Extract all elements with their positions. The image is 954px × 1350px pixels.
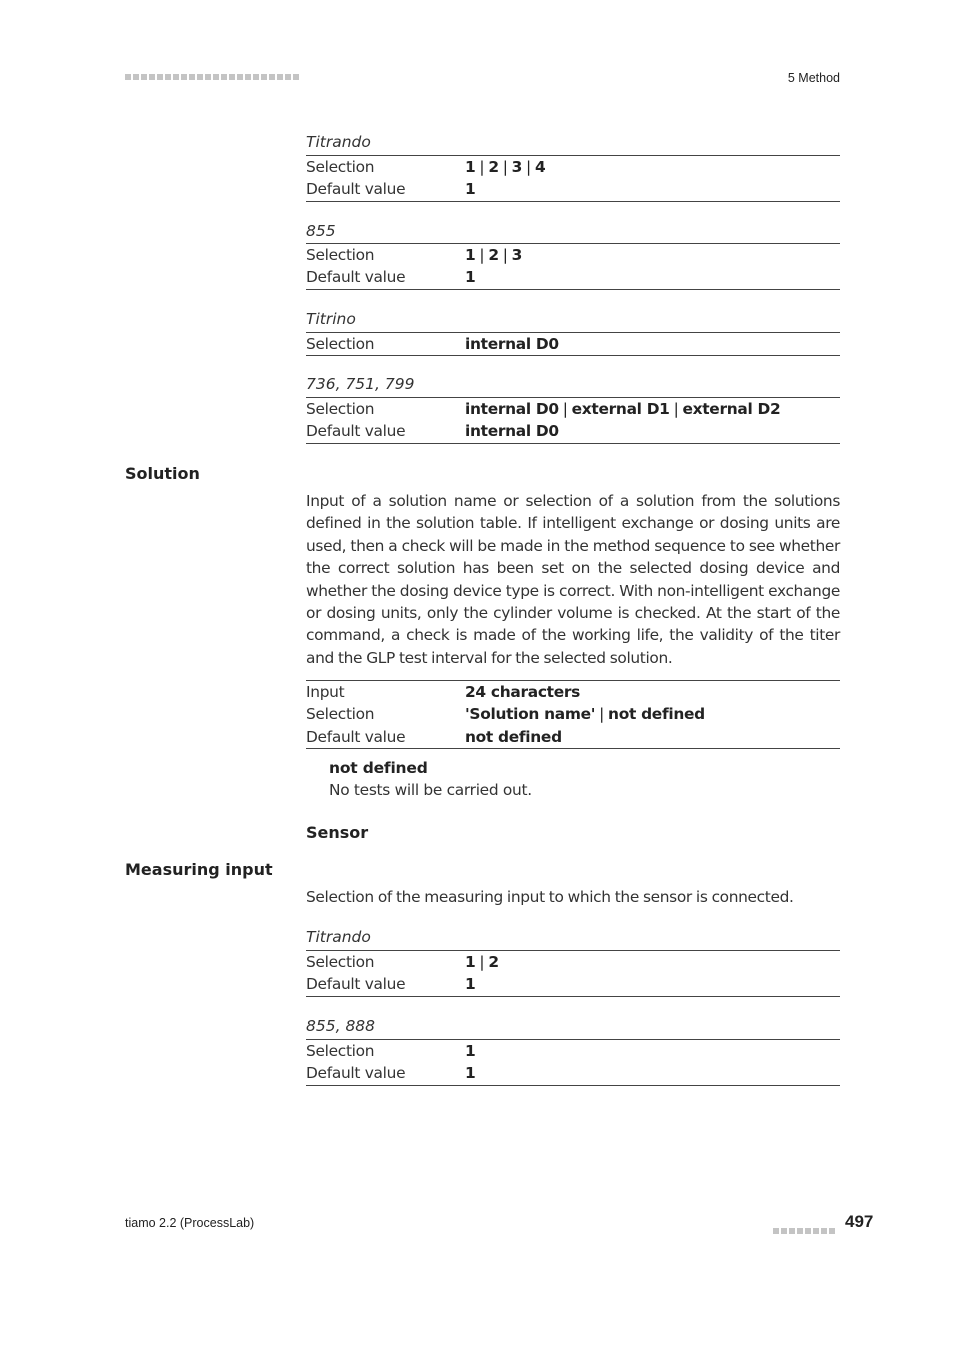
param-value: 1 — [465, 1042, 476, 1061]
table-title: 855 — [306, 222, 336, 240]
param-label: Default value — [306, 180, 406, 199]
table-row — [306, 1040, 840, 1062]
param-value: 3 — [511, 158, 523, 177]
value-separator: | — [562, 400, 568, 419]
param-value: 'Solution name' — [465, 705, 596, 724]
table-736-751-799 — [306, 397, 840, 444]
table-row — [306, 244, 840, 266]
table-mi-titrando — [306, 950, 840, 997]
footer-product: tiamo 2.2 (ProcessLab) — [125, 1216, 255, 1230]
table-title: Titrino — [306, 310, 356, 328]
value-separator: | — [673, 400, 679, 419]
sensor-heading: Sensor — [306, 823, 369, 842]
param-label: Default value — [306, 268, 406, 287]
measuring-input-heading: Measuring input — [125, 860, 273, 879]
param-values — [465, 335, 559, 353]
value-separator: | — [526, 158, 531, 177]
param-label: Default value — [306, 422, 406, 441]
param-label: Selection — [306, 705, 375, 724]
value-separator: | — [479, 246, 485, 265]
solution-description: Input of a solution name or selection of a solution from the solutions defined in the solution table. If intelligent exchange or dosing units are used, then a check will be made in the method sequence to see whether the correct solution has been set on the selected dosing device and whether the dosing device type is correct. With non-intelligent exchange or dosing units, only the cylinder volume is checked. At the start of the command, a check is made of the working life, the validity of the titer and the GLP test interval for the selected solution. — [306, 492, 840, 667]
footer-decoration — [773, 1219, 837, 1238]
param-label: Selection — [306, 335, 375, 354]
param-values — [465, 158, 545, 176]
value-separator: | — [502, 246, 508, 265]
value-separator: | — [479, 158, 485, 177]
param-values — [465, 268, 475, 286]
param-value: 1 — [465, 268, 476, 287]
table-title: Titrando — [306, 133, 371, 151]
param-value: 2 — [488, 158, 499, 177]
table-row — [306, 681, 840, 703]
param-value: 1 — [465, 975, 476, 994]
param-label: Default value — [306, 1064, 406, 1083]
param-value: not defined — [465, 727, 562, 746]
param-values — [465, 180, 475, 198]
param-value: internal D0 — [465, 422, 559, 441]
param-label: Selection — [306, 1042, 375, 1061]
value-separator: | — [479, 953, 485, 972]
param-label: Selection — [306, 953, 375, 972]
table-title: 736, 751, 799 — [306, 375, 415, 393]
table-mi-855-888 — [306, 1039, 840, 1086]
option-title: not defined — [329, 759, 428, 777]
param-value: external D1 — [571, 400, 670, 419]
param-values — [465, 246, 522, 264]
solution-table — [306, 680, 840, 749]
table-row — [306, 703, 840, 725]
param-value: 1 — [465, 158, 476, 177]
param-values — [465, 705, 705, 723]
param-label: Selection — [306, 158, 375, 177]
table-titrino — [306, 332, 840, 356]
param-label: Default value — [306, 727, 406, 746]
param-values — [465, 1042, 475, 1060]
param-value: 3 — [511, 246, 523, 265]
param-value: 1 — [465, 1064, 476, 1083]
measuring-input-description: Selection of the measuring input to which the sensor is connected. — [306, 888, 794, 906]
table-row — [306, 398, 840, 420]
param-label: Selection — [306, 400, 375, 419]
table-855 — [306, 243, 840, 290]
table-row — [306, 1062, 840, 1084]
table-row — [306, 951, 840, 973]
param-value: 2 — [488, 246, 499, 265]
header-section-title: 5 Method — [787, 71, 840, 85]
param-values — [465, 400, 780, 418]
table-row — [306, 156, 840, 178]
param-value: internal D0 — [465, 335, 559, 354]
value-separator: | — [599, 705, 605, 724]
param-values — [465, 728, 562, 746]
table-title: 855, 888 — [306, 1017, 376, 1035]
param-value: 1 — [465, 246, 476, 265]
param-values — [465, 975, 475, 993]
param-value: 24 characters — [465, 683, 580, 702]
param-values — [465, 683, 580, 701]
table-row — [306, 266, 840, 288]
param-value: not defined — [608, 705, 705, 724]
table-row — [306, 973, 840, 995]
table-row — [306, 333, 840, 355]
value-separator: | — [502, 158, 508, 177]
header-decoration — [125, 72, 301, 83]
option-text: No tests will be carried out. — [329, 781, 532, 799]
param-label: Input — [306, 683, 345, 702]
table-titrando — [306, 155, 840, 202]
page-number: 497 — [845, 1212, 874, 1231]
param-value: 1 — [465, 180, 476, 199]
param-label: Default value — [306, 975, 406, 994]
param-label: Selection — [306, 246, 375, 265]
solution-heading: Solution — [125, 464, 200, 483]
param-value: 2 — [488, 953, 499, 972]
table-row — [306, 420, 840, 442]
param-value: internal D0 — [465, 400, 559, 419]
param-value: 1 — [465, 953, 476, 972]
param-value: external D2 — [682, 400, 781, 419]
param-values — [465, 422, 559, 440]
param-values — [465, 953, 499, 971]
table-title: Titrando — [306, 928, 371, 946]
table-row — [306, 726, 840, 748]
table-row — [306, 178, 840, 200]
param-value: 4 — [534, 158, 546, 177]
param-values — [465, 1064, 475, 1082]
